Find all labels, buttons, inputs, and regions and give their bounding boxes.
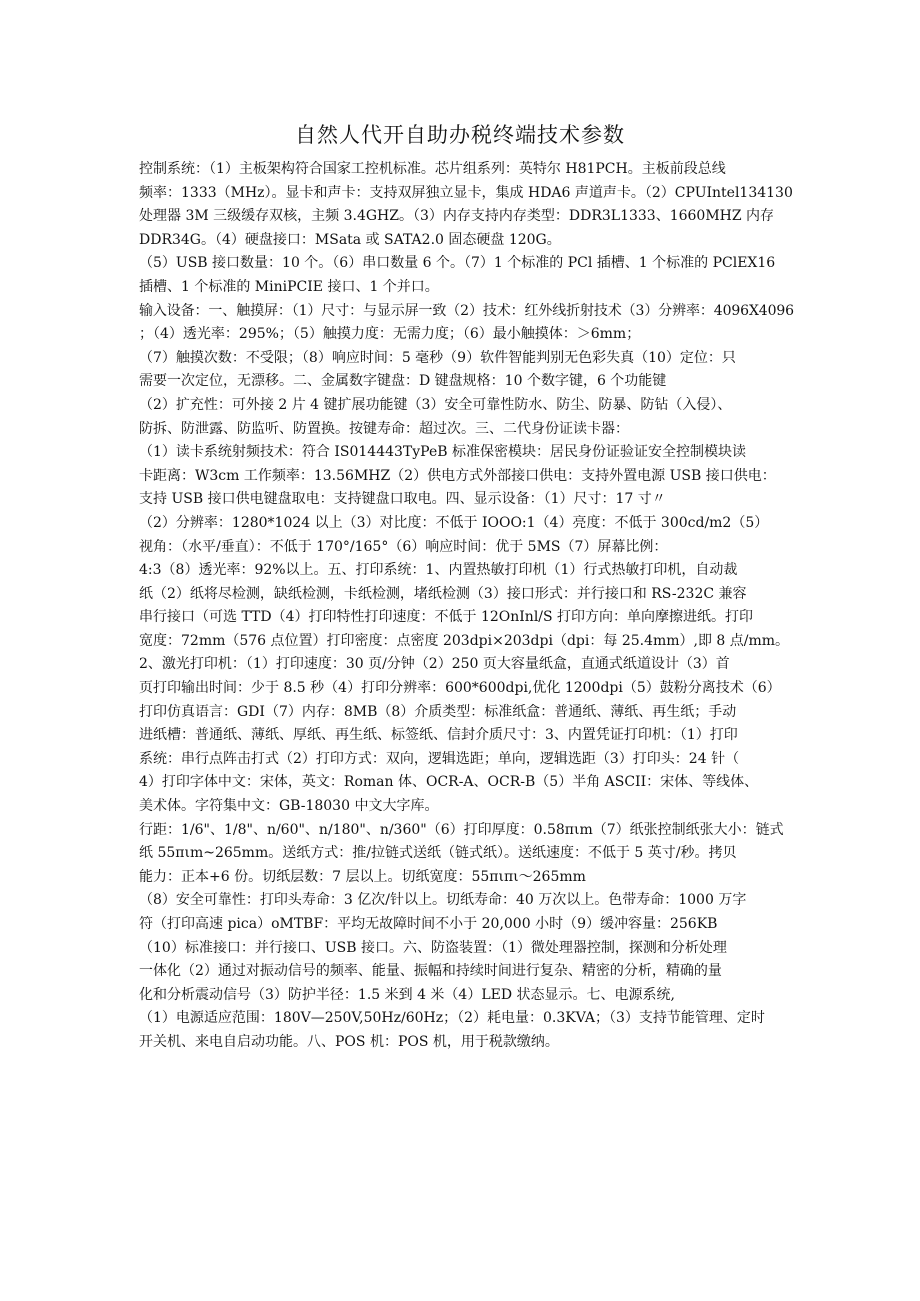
body-text-line: 插槽、1 个标准的 MiniPCIE 接口、1 个并口。 <box>139 278 439 295</box>
body-text-line: 4）打印字体中文：宋体，英文：Roman 体、OCR-A、OCR-B（5）半角 ASCII：宋体、等线体、 <box>139 774 759 791</box>
body-text-line: （2）扩充性：可外接 2 片 4 键扩展功能键（3）安全可靠性防水、防尘、防暴、防钻（入侵）、 <box>139 396 732 413</box>
body-text-line: 美术体。字符集中文：GB-18030 中文大字库。 <box>139 798 439 815</box>
body-text-line: 行距：1/6"、1/8"、n∕60"、n∕180"、n∕360"（6）打印厚度：0.58πιm（7）纸张控制纸张大小：链式 <box>139 821 784 838</box>
body-text-line: 防拆、防泄露、防监听、防置换。按键寿命：超过次。三、二代身份证读卡器： <box>139 420 629 437</box>
body-text-line: 化和分析震动信号（3）防护半径：1.5 米到 4 米（4）LED 状态显示。七、电源系统, <box>139 986 675 1003</box>
body-text-line: 系统：串行点阵击打式（2）打印方式：双向，逻辑选距；单向，逻辑选距（3）打印头：24 针（ <box>139 750 740 767</box>
body-text-line: （10）标准接口：并行接口、USB 接口。六、防盗装置：（1）微处理器控制，探测和分析处理 <box>139 939 727 956</box>
body-text-line: 页打印输出时间：少于 8.5 秒（4）打印分辨率：600*600dpi,优化 1200dpi（5）鼓粉分离技术（6） <box>139 680 781 697</box>
body-text-line: 串行接口（可选 TTD（4）打印特性打印速度：不低于 12OnInl/S 打印方向：单向摩擦进纸。打印 <box>139 609 754 626</box>
document-title: 自然人代开自助办税终端技术参数 <box>295 123 625 147</box>
body-text-line: 4:3（8）透光率：92%以上。五、打印系统：1、内置热敏打印机（1）行式热敏打印机，自动裁 <box>139 562 738 579</box>
body-text-line: ；（4）透光率：295%；（5）触摸力度：无需力度；（6）最小触摸体：＞6mm； <box>139 326 641 343</box>
document-body <box>139 158 794 1055</box>
body-text-line: 处理器 3M 三级缓存双核，主频 3.4GHZ。（3）内存支持内存类型：DDR3L1333、1660MHZ 内存 <box>139 208 775 225</box>
body-text-line: 卡距离：W3cm 工作频率：13.56MHZ（2）供电方式外部接口供电：支持外置电源 USB 接口供电： <box>139 467 776 484</box>
body-text-line: 纸 55πιm~265mm。送纸方式：推/拉链式送纸（链式纸）。送纸速度：不低于 5 英寸/秒。拷贝 <box>139 845 737 862</box>
body-text-line: 频率：1333（MHz）。显卡和声卡：支持双屏独立显卡，集成 HDA6 声道声卡。（2）CPUIntel134130 <box>139 184 793 201</box>
body-text-line: 支持 USB 接口供电键盘取电：支持键盘口取电。四、显示设备：（1）尺寸：17 寸〃 <box>139 491 666 508</box>
body-text-line: 视角：（水平/垂直）：不低于 170°/165°（6）响应时间：优于 5MS（7）屏幕比例： <box>139 538 668 555</box>
body-text-line: 输入设备：一、触摸屏：（1）尺寸：与显示屏一致（2）技术：红外线折射技术（3）分辨率：4096X4096 <box>139 302 794 319</box>
body-text-line: 打印仿真语言：GDI（7）内存：8MB（8）介质类型：标准纸盒：普通纸、薄纸、再生纸；手动 <box>139 703 737 720</box>
body-text-line: （1）电源适应范围：180V—250V,50Hz∕60Hz；（2）耗电量：0.3KVA；（3）支持节能管理、定时 <box>139 1010 765 1027</box>
body-text-line: （8）安全可靠性：打印头寿命：3 亿次/针以上。切纸寿命：40 万次以上。色带寿命：1000 万字 <box>139 892 747 909</box>
body-text-line: 开关机、来电自启动功能。八、POS 机：POS 机，用于税款缴纳。 <box>139 1033 559 1050</box>
body-text-line: 需要一次定位，无漂移。二、金属数字键盘：D 键盘规格：10 个数字键，6 个功能键 <box>139 373 667 390</box>
body-text-line: DDR34G。（4）硬盘接口：MSata 或 SATA2.0 固态硬盘 120G。 <box>139 231 561 248</box>
body-text-line: （5）USB 接口数量：10 个。（6）串口数量 6 个。（7）1 个标准的 PCl 插槽、1 个标准的 PClEX16 <box>139 255 776 272</box>
body-text-line: 2、激光打印机：（1）打印速度：30 页/分钟（2）250 页大容量纸盒，直通式纸道设计（3）首 <box>139 656 730 673</box>
body-text-line: 能力：正本+6 份。切纸层数：7 层以上。切纸宽度：55πιπι～265mm <box>139 868 586 885</box>
body-text-line: 控制系统：（1）主板架构符合国家工控机标准。芯片组系列：英特尔 H81PCH。主板前段总线 <box>139 161 726 177</box>
body-text-line: （1）读卡系统射频技术：符合 IS014443TyPeB 标准保密模块：居民身份证验证安全控制模块读 <box>139 444 746 461</box>
body-text-line: （7）触摸次数：不受限；（8）响应时间：5 毫秒（9）软件智能判别无色彩失真（10）定位：只 <box>139 349 736 366</box>
body-text-line: 宽度：72mm（576 点位置）打印密度：点密度 203dpi×203dpi（dpi：每 25.4mm）,即 8 点/mm。 <box>139 632 790 649</box>
body-text-line: 一体化（2）通过对振动信号的频率、能量、振幅和持续时间进行复杂、精密的分析，精确的量 <box>139 963 722 980</box>
body-text-line: 纸（2）纸将尽检测，缺纸检测，卡纸检测，堵纸检测（3）接口形式：并行接口和 RS-232C 兼容 <box>139 585 747 602</box>
body-text-line: 进纸槽：普通纸、薄纸、厚纸、再生纸、标签纸、信封介质尺寸：3、内置凭证打印机：（1）打印 <box>139 727 738 744</box>
body-text-line: （2）分辨率：1280*1024 以上（3）对比度：不低于 IOOO:1（4）亮度：不低于 300cd∕m2（5） <box>139 514 769 531</box>
body-text-line: 符（打印高速 pica）oMTBF：平均无故障时间不小于 20,000 小时（9）缓冲容量：256KB <box>139 916 718 932</box>
